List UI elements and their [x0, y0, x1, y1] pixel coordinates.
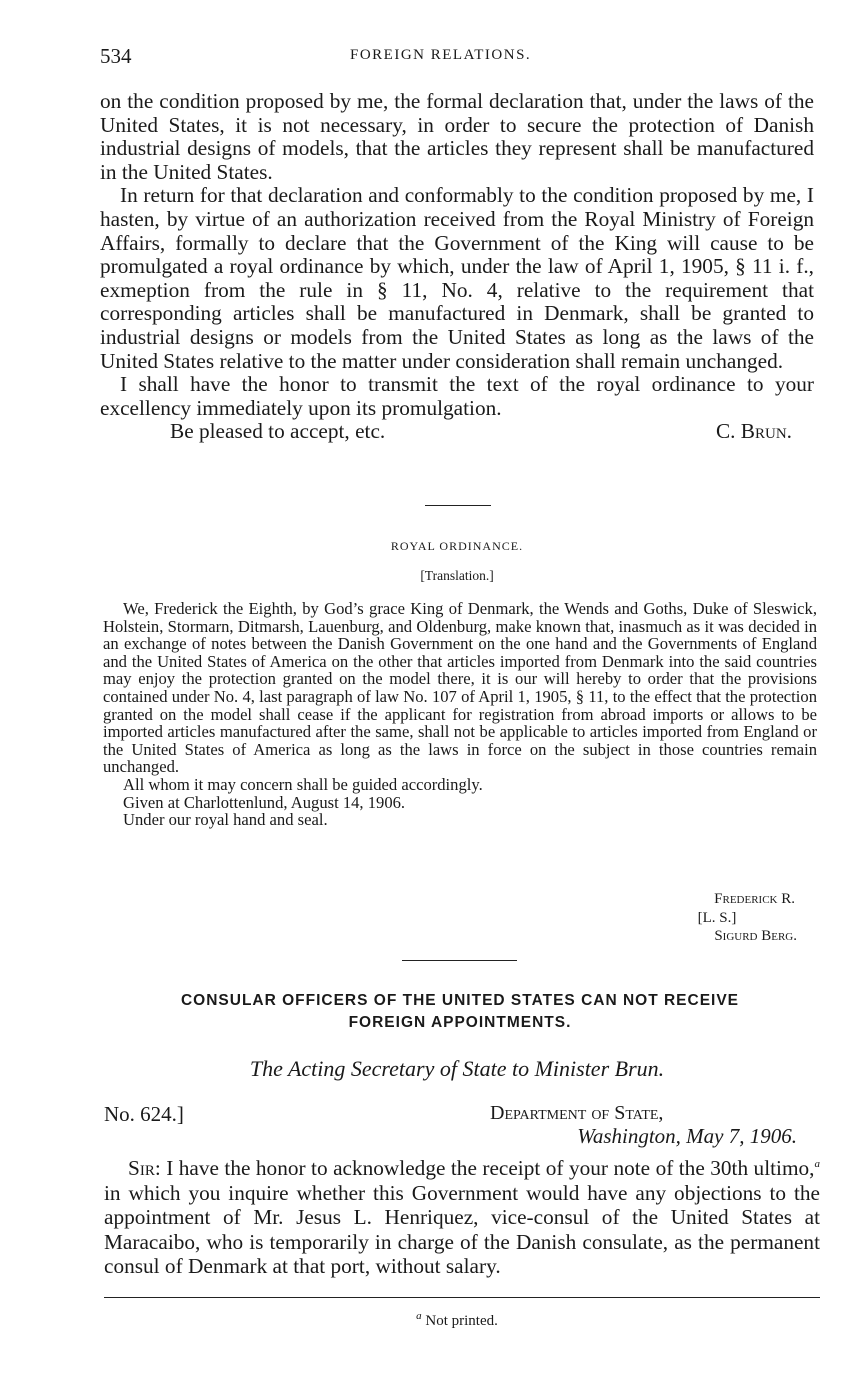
letter-heading: The Acting Secretary of State to Minister Brun.: [249, 1056, 665, 1081]
letter-paragraph: on the condition proposed by me, the formal declaration that, under the laws of the United States, it is not necessary, in order to secure the protection of Danish industrial designs of models, that the articles they represent shall be manufactured in the United States.: [100, 89, 814, 184]
page-number: 534: [100, 44, 132, 68]
footnote-text: Not printed.: [425, 1313, 498, 1329]
footnote-marker: a: [814, 1158, 820, 1170]
section-title-line: CONSULAR OFFICERS OF THE UNITED STATES CAN NOT RECEIVE: [180, 992, 740, 1009]
footnote: [100, 1310, 814, 1330]
letter-brun-text: [100, 90, 814, 444]
ordinance-signatures: [637, 890, 797, 946]
running-head: FOREIGN RELATIONS.: [350, 47, 532, 63]
section-title: [100, 990, 820, 1034]
ordinance-line: Given at Charlottenlund, August 14, 1906.: [123, 792, 406, 812]
page-header: [100, 44, 813, 74]
divider-rule: [402, 960, 517, 961]
closing-formula: Be pleased to accept, etc.: [170, 419, 386, 444]
letter-paragraph: In return for that declaration and conformably to the condition proposed by me, I hasten, by virtue of an authorization received from the Royal Ministry of Foreign Affairs, formally to declare that the Government of the King will cause to be promulgated a royal ordinance by which, under the law of April 1, 1905, § 11 i. f., exmeption from the rule in § 11, No. 4, relative to the requirement that corresponding articles shall be manufactured in Denmark, shall be granted to industrial designs or models from the United States as long as the laws of the United States relative to the matter under consideration shall remain unchanged.: [100, 183, 814, 373]
ordinance-line: Under our royal hand and seal.: [123, 810, 328, 830]
letter-paragraph: [104, 1152, 820, 1279]
translation-note: [Translation.]: [420, 568, 494, 583]
divider-rule: [425, 505, 491, 506]
letter-body: [104, 1152, 820, 1279]
ordinance-text: [103, 600, 817, 829]
footnote-rule: [104, 1297, 820, 1298]
letter-paragraph: I shall have the honor to transmit the text of the royal ordinance to your excellency immediately upon its promulgation.: [100, 372, 814, 420]
department-name: Department of State,: [490, 1102, 664, 1124]
ordinance-heading: ROYAL ORDINANCE.: [390, 539, 524, 553]
signature-king: Frederick R.: [714, 891, 795, 907]
signature-minister: Sigurd Berg.: [714, 928, 797, 944]
letter-text: I have the honor to acknowledge the receipt of your note of the 30th ultimo,: [160, 1156, 815, 1181]
letter-text: in which you inquire whether this Government would have any objections to the appointment of Mr. Jesus L. Henriquez, vice-consul of the United States at Maracaibo, who is temporarily in charge of the Danish consulate, as the permanent consul of Denmark at that port, without salary.: [104, 1180, 820, 1279]
ordinance-paragraph: We, Frederick the Eighth, by God’s grace King of Denmark, the Wends and Goths, Duke of Sleswick, Holstein, Stormarn, Ditmarsh, Lauenburg, and Oldenburg, make known that, inasmuch as it was decided in an exchange of notes between the Danish Government on the one hand and the Governments of England and the United States of America on the other that articles imported from Denmark into the said countries may enjoy the protection granted on the model there, it is our will hereby to order that the provisions contained under No. 4, last paragraph of law No. 107 of April 1, 1905, § 11, to the effect that the protection granted on the model shall cease if the applicant for registration from abroad imports or allows to be imported articles manufactured after the same, shall not be applicable to articles imported from England or the United States of America as long as the laws in force on the subject in those countries remain unchanged.: [103, 599, 817, 777]
signature: C. Brun.: [715, 419, 792, 444]
ordinance-line: All whom it may concern shall be guided accordingly.: [123, 774, 483, 794]
salutation: Sir:: [128, 1156, 161, 1181]
section-title-line: FOREIGN APPOINTMENTS.: [348, 1014, 572, 1031]
seal-mark: [L. S.]: [697, 909, 737, 926]
closing-line: [100, 420, 814, 444]
letter-number: No. 624.]: [104, 1102, 184, 1126]
footnote-marker: a: [416, 1310, 422, 1322]
dateline: Washington, May 7, 1906.: [577, 1124, 797, 1148]
